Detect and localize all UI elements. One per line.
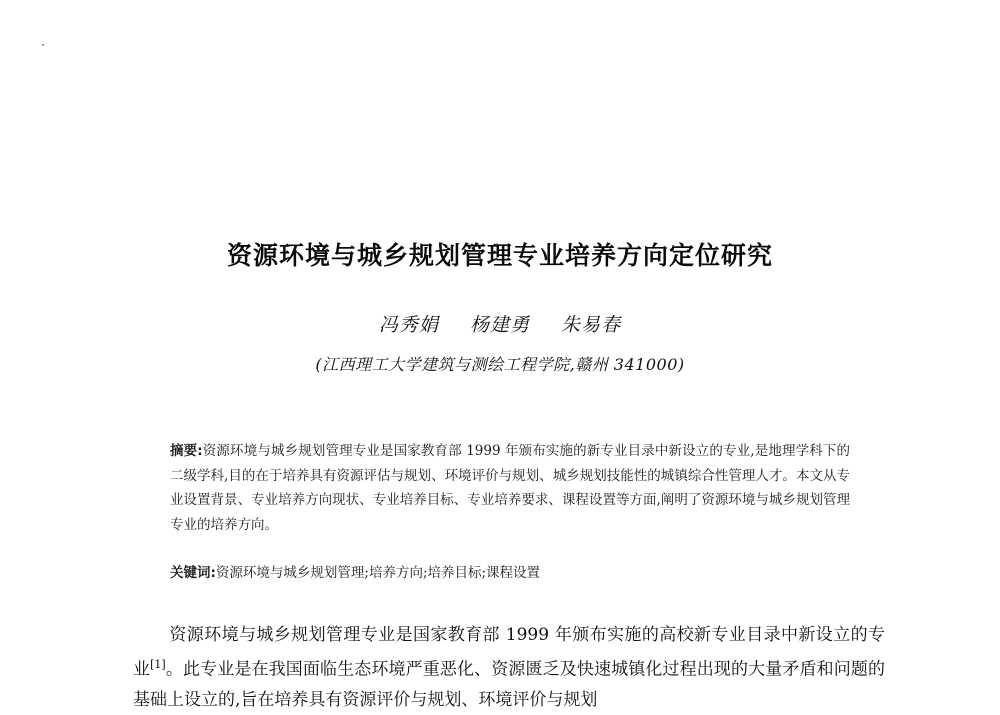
scan-speck xyxy=(42,44,44,46)
keywords xyxy=(170,561,850,586)
citation-ref: [1] xyxy=(150,658,166,671)
keywords-text: 资源环境与城乡规划管理;培养方向;培养目标;课程设置 xyxy=(215,565,541,581)
paper-title: 资源环境与城乡规划管理专业培养方向定位研究 xyxy=(226,241,773,270)
author-name: 朱易春 xyxy=(561,314,622,336)
author-name: 杨建勇 xyxy=(469,314,530,336)
author-affiliation: (江西理工大学建筑与测绘工程学院,赣州 341000) xyxy=(315,355,685,374)
abstract-label: 摘要: xyxy=(170,443,203,459)
body-paragraph xyxy=(133,620,885,715)
abstract-text: 资源环境与城乡规划管理专业是国家教育部 1999 年颁布实施的新专业目录中新设立的专业,是地理学科下的二级学科,目的在于培养具有资源评估与规划、环境评价与规划、城乡规划技能性的城镇综合性管理人才。本文从专业设置背景、专业培养方向现状、专业培养目标、专业培养要求、课程设置等方面,阐明了资源环境与城乡规划管理专业的培养方向。 xyxy=(170,443,851,533)
keywords-label: 关键词: xyxy=(170,565,216,581)
abstract xyxy=(170,439,850,537)
author-name: 冯秀娟 xyxy=(378,314,439,336)
body-text-rest: 。此专业是在我国面临生态环境严重恶化、资源匮乏及快速城镇化过程出现的大量矛盾和问题的基础上设立的,旨在培养具有资源评价与规划、环境评价与规划 xyxy=(133,659,886,710)
author-list xyxy=(0,310,1000,337)
body-text-start: 资源环境与城乡规划管理专业是国家教育部 1999 年颁布实施的高校新专业目录中新设立的专业 xyxy=(133,625,885,680)
